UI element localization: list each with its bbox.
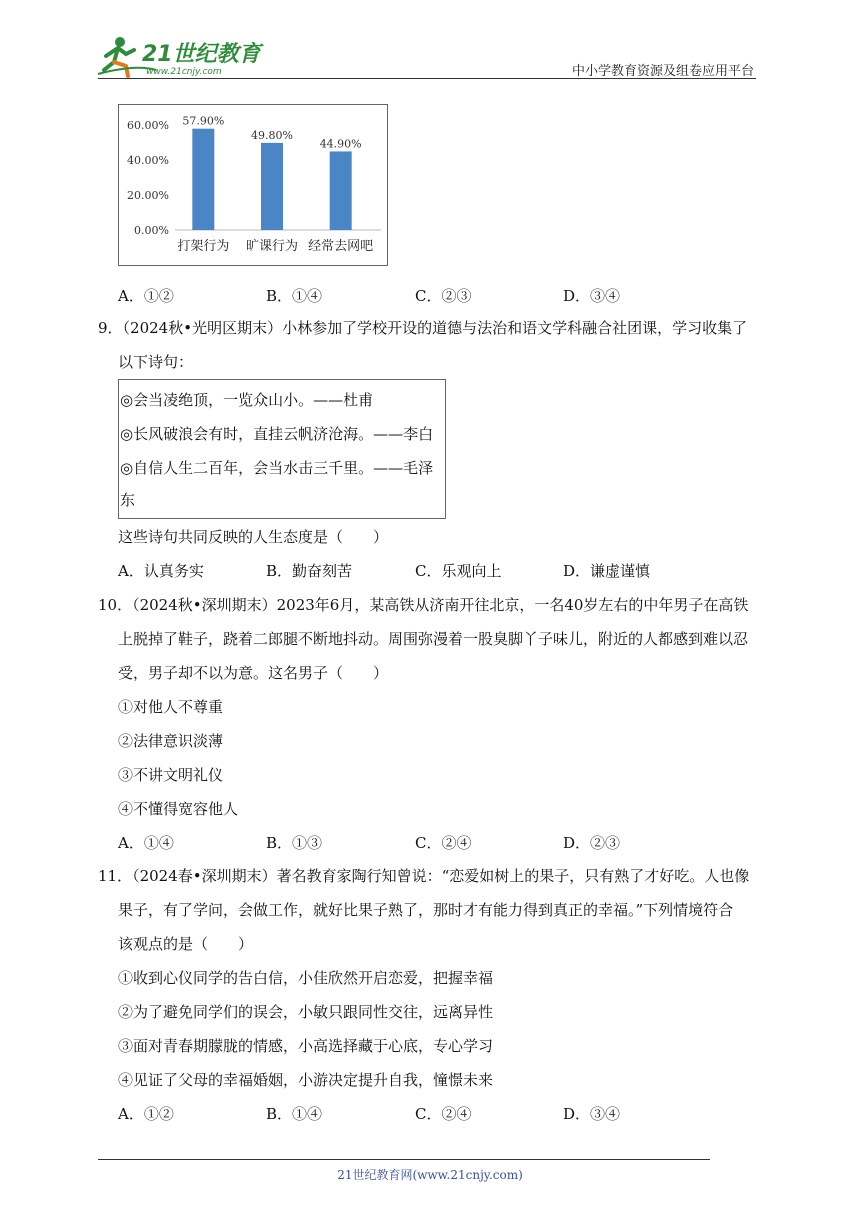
- q8-option-c[interactable]: C．②③: [415, 287, 472, 305]
- q9-stem-line1: 9．（2024秋•光明区期末）小林参加了学校开设的道德与法治和语文学科融合社团课，学习收集了: [98, 319, 748, 337]
- site-logo: [96, 34, 266, 78]
- q11-option-b[interactable]: B．①④: [266, 1105, 323, 1123]
- y-tick-label: 40.00%: [127, 154, 169, 167]
- y-tick-label: 60.00%: [127, 119, 169, 132]
- q8-option-b[interactable]: B．①④: [266, 287, 323, 305]
- bar: [261, 143, 283, 230]
- bar: [330, 151, 352, 230]
- q9-question: 这些诗句共同反映的人生态度是（ ）: [118, 528, 389, 546]
- footer-divider: [98, 1159, 710, 1160]
- q10-item-3: ③不讲文明礼仪: [118, 766, 224, 784]
- q11-item-4: ④见证了父母的幸福婚姻，小游决定提升自我，憧憬未来: [118, 1071, 494, 1089]
- q11-stem-line3: 该观点的是（ ）: [118, 935, 254, 953]
- q8-option-a[interactable]: A．①②: [118, 287, 174, 305]
- bar-chart: [118, 104, 388, 266]
- poem-line-4: 东: [120, 491, 136, 509]
- q11-item-3: ③面对青春期朦胧的情感，小高选择藏于心底，专心学习: [118, 1037, 494, 1055]
- q10-option-d[interactable]: D．②③: [563, 834, 621, 852]
- poem-line-1: ◎会当凌绝顶，一览众山小。——杜甫: [120, 391, 374, 409]
- bar-data-label: 49.80%: [251, 128, 293, 142]
- header-divider: [98, 78, 756, 79]
- x-category-label: 打架行为: [177, 239, 230, 254]
- q11-stem-line2: 果子，有了学问，会做工作，就好比果子熟了，那时才有能力得到真正的幸福。”下列情境符合: [118, 901, 734, 919]
- q10-item-1: ①对他人不尊重: [118, 698, 224, 716]
- q10-stem-line3: 受，男子却不以为意。这名男子（ ）: [118, 664, 389, 682]
- q8-option-d[interactable]: D．③④: [563, 287, 621, 305]
- logo-text: 21世纪教育: [142, 42, 261, 67]
- q11-option-a[interactable]: A．①②: [118, 1105, 174, 1123]
- x-category-label: 旷课行为: [245, 239, 299, 254]
- q10-item-4: ④不懂得宽容他人: [118, 800, 239, 818]
- x-category-label: 经常去网吧: [308, 239, 374, 254]
- q11-option-c[interactable]: C．②④: [415, 1105, 472, 1123]
- bar-data-label: 57.90%: [182, 114, 225, 128]
- poem-line-3: ◎自信人生二百年，会当水击三千里。——毛泽: [120, 459, 434, 477]
- runner-logo-icon: [96, 34, 266, 78]
- q9-stem-line2: 以下诗句：: [118, 353, 194, 371]
- q10-stem-line1: 10．（2024秋•深圳期末）2023年6月，某高铁从济南开往北京，一名40岁左右的中年男子在高铁: [98, 596, 749, 614]
- q11-item-2: ②为了避免同学们的误会，小敏只跟同性交往，远离异性: [118, 1003, 494, 1021]
- q9-option-a[interactable]: A．认真务实: [118, 562, 204, 580]
- q11-stem-line1: 11．（2024春•深圳期末）著名教育家陶行知曾说：“恋爱如树上的果子，只有熟了才好吃。人也像: [98, 867, 750, 885]
- y-tick-label: 0.00%: [134, 224, 169, 237]
- q9-option-b[interactable]: B．勤奋刻苦: [266, 562, 353, 580]
- q11-option-d[interactable]: D．③④: [563, 1105, 621, 1123]
- logo-url: www.21cnjy.com: [146, 67, 222, 77]
- q10-option-c[interactable]: C．②④: [415, 834, 472, 852]
- footer-text[interactable]: 21世纪教育网(www.21cnjy.com): [337, 1168, 523, 1182]
- poem-line-2: ◎长风破浪会有时，直挂云帆济沧海。——李白: [120, 425, 434, 443]
- bar-chart-svg: [119, 105, 387, 265]
- q9-option-d[interactable]: D．谦虚谨慎: [563, 562, 651, 580]
- q10-option-a[interactable]: A．①④: [118, 834, 174, 852]
- bar: [192, 129, 214, 230]
- q10-option-b[interactable]: B．①③: [266, 834, 323, 852]
- q10-item-2: ②法律意识淡薄: [118, 732, 224, 750]
- y-tick-label: 20.00%: [127, 189, 169, 202]
- q9-option-c[interactable]: C．乐观向上: [415, 562, 502, 580]
- header-platform-text: 中小学教育资源及组卷应用平台: [571, 64, 754, 79]
- bar-data-label: 44.90%: [319, 137, 362, 151]
- q11-item-1: ①收到心仪同学的告白信，小佳欣然开启恋爱，把握幸福: [118, 969, 494, 987]
- q10-stem-line2: 上脱掉了鞋子，跷着二郎腿不断地抖动。周围弥漫着一股臭脚丫子味儿，附近的人都感到难以忍: [118, 630, 749, 648]
